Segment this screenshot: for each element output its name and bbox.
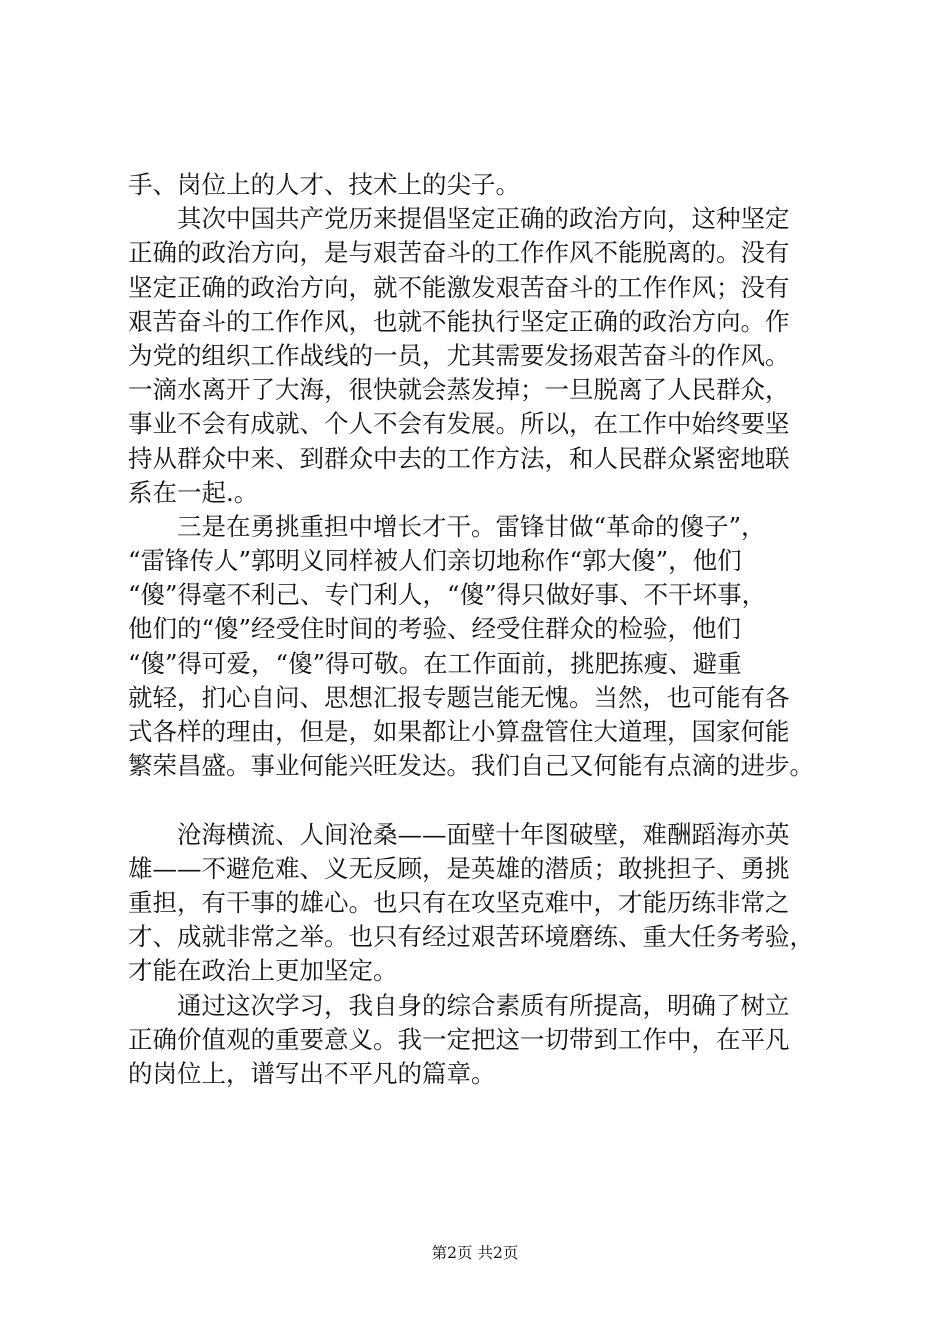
- text-line: 正确价值观的重要意义。我一定把这一切带到工作中，在平凡: [128, 1024, 790, 1054]
- text-line: 事业不会有成就、个人不会有发展。所以，在工作中始终要坚: [128, 409, 790, 439]
- text-line: 繁荣昌盛。事业何能兴旺发达。我们自己又何能有点滴的进步。: [128, 751, 814, 781]
- body-text: [128, 168, 828, 1091]
- text-line: 通过这次学习，我自身的综合素质有所提高，明确了树立: [128, 990, 790, 1020]
- text-line: “傻”得可爱，“傻”得可敬。在工作面前，挑肥拣瘦、避重: [128, 648, 742, 678]
- text-line: 他们的“傻”经受住时间的考验、经受住群众的检验，他们: [128, 614, 742, 644]
- text-line: 其次中国共产党历来提倡坚定正确的政治方向，这种坚定: [128, 204, 790, 234]
- text-line: 重担，有干事的雄心。也只有在攻坚克难中，才能历练非常之: [128, 887, 790, 917]
- text-line: “傻”得毫不利己、专门利人，“傻”得只做好事、不干坏事，: [128, 580, 767, 610]
- text-line: 正确的政治方向，是与艰苦奋斗的工作作风不能脱离的。没有: [128, 238, 790, 268]
- text-line: 持从群众中来、到群众中去的工作方法，和人民群众紧密地联: [128, 443, 790, 473]
- page-footer: 第2页 共2页: [431, 1244, 519, 1262]
- blank-line: [128, 783, 828, 817]
- text-line: 雄——不避危难、义无反顾，是英雄的潜质；敢挑担子、勇挑: [128, 853, 790, 883]
- text-line: 一滴水离开了大海，很快就会蒸发掉；一旦脱离了人民群众，: [128, 375, 790, 405]
- text-line: 就轻，扪心自问、思想汇报专题岂能无愧。当然，也可能有各: [128, 682, 790, 712]
- text-line: 沧海横流、人间沧桑——面壁十年图破壁，难酬蹈海亦英: [128, 819, 790, 849]
- text-line: 才、成就非常之举。也只有经过艰苦环境磨练、重大任务考验，: [128, 922, 814, 952]
- text-line: 式各样的理由，但是，如果都让小算盘管住大道理，国家何能: [128, 717, 790, 746]
- text-line: 艰苦奋斗的工作作风，也就不能执行坚定正确的政治方向。作: [128, 306, 790, 336]
- text-line: 的岗位上，谱写出不平凡的篇章。: [128, 1058, 496, 1088]
- text-line: 才能在政治上更加坚定。: [128, 956, 398, 986]
- text-line: 手、岗位上的人才、技术上的尖子。: [128, 170, 520, 199]
- text-line: “雷锋传人”郭明义同样被人们亲切地称作“郭大傻”，他们: [128, 546, 742, 576]
- text-line: 坚定正确的政治方向，就不能激发艰苦奋斗的工作作风；没有: [128, 272, 790, 302]
- text-line: 三是在勇挑重担中增长才干。雷锋甘做“革命的傻子”，: [128, 511, 766, 541]
- text-line: 系在一起.。: [128, 477, 259, 507]
- text-line: 为党的组织工作战线的一员，尤其需要发扬艰苦奋斗的作风。: [128, 340, 790, 370]
